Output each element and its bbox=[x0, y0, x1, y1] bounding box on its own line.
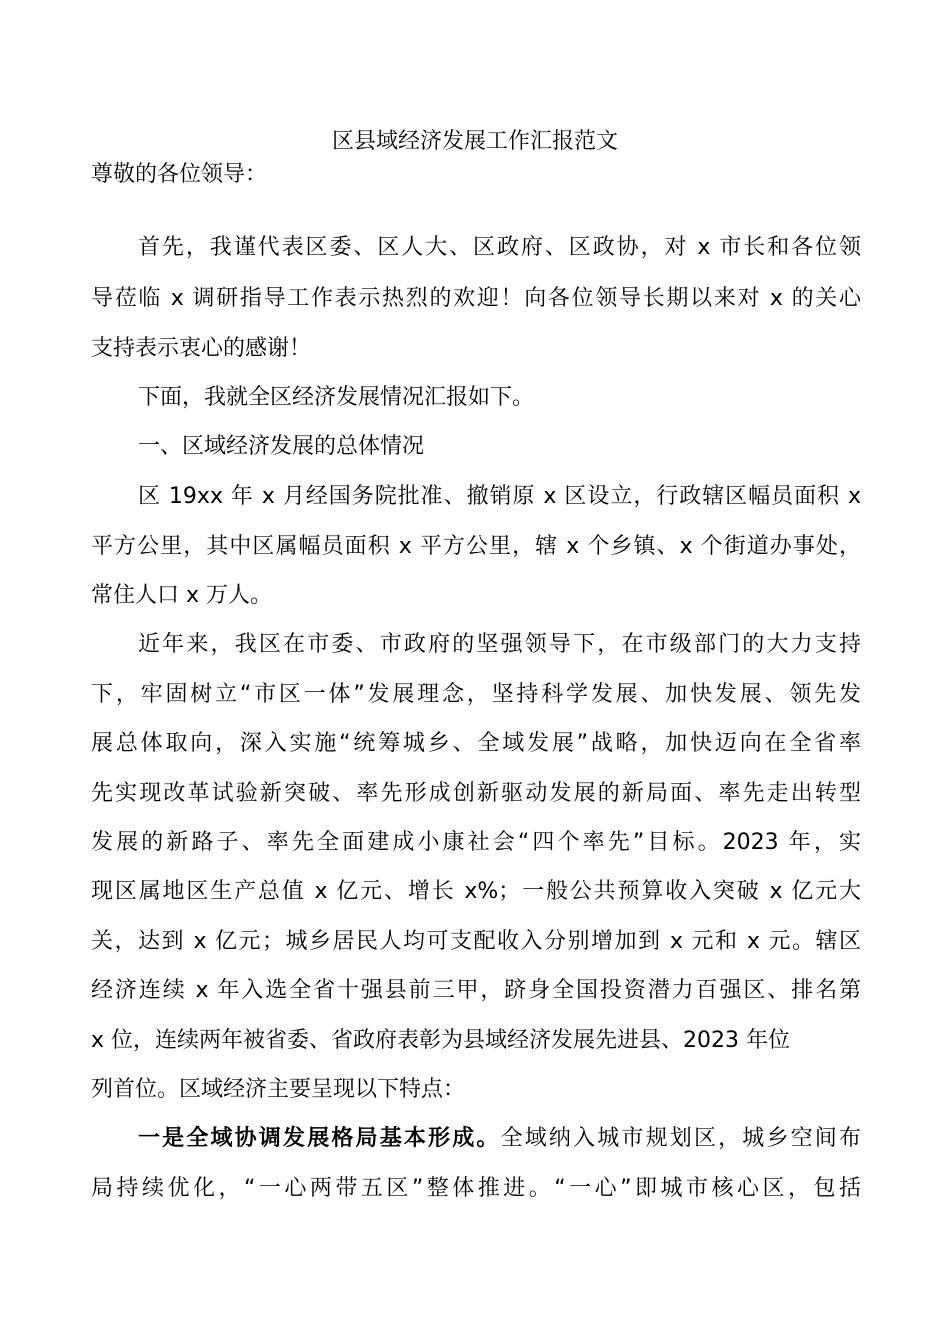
paragraph-line: 经济连续 x 年入选全省十强县前三甲，跻身全国投资潜力百强区、排名第 bbox=[91, 978, 861, 1003]
paragraph-text: 全域纳入城市规划区，城乡空间布 bbox=[500, 1126, 861, 1151]
section-heading: 一、区域经济发展的总体情况 bbox=[138, 434, 425, 459]
paragraph-line: 局持续优化，“一心两带五区”整体推进。“一心”即城市核心区，包括 bbox=[91, 1176, 861, 1201]
paragraph-line: 导莅临 x 调研指导工作表示热烈的欢迎！向各位领导长期以来对 x 的关心 bbox=[91, 286, 861, 311]
paragraph-line: 下，牢固树立“市区一体”发展理念，坚持科学发展、加快发展、领先发 bbox=[91, 682, 861, 707]
paragraph-line: 下面，我就全区经济发展情况汇报如下。 bbox=[138, 385, 535, 410]
paragraph-line: 支持表示衷心的感谢！ bbox=[91, 336, 312, 361]
paragraph-line: 平方公里，其中区属幅员面积 x 平方公里，辖 x 个乡镇、x 个街道办事处， bbox=[91, 534, 861, 559]
paragraph-line: 常住人口 x 万人。 bbox=[91, 583, 273, 608]
paragraph-line: 首先，我谨代表区委、区人大、区政府、区政协，对 x 市长和各位领 bbox=[138, 235, 861, 260]
paragraph-line: x 位，连续两年被省委、省政府表彰为县域经济发展先进县、2023 年位 bbox=[91, 1028, 790, 1053]
document-title: 区县域经济发展工作汇报范文 bbox=[331, 129, 618, 154]
bold-lead: 一是全域协调发展格局基本形成。 bbox=[138, 1126, 501, 1151]
salutation: 尊敬的各位领导： bbox=[91, 162, 268, 187]
paragraph-line: 现区属地区生产总值 x 亿元、增长 x%；一般公共预算收入突破 x 亿元大 bbox=[91, 879, 861, 904]
paragraph-line: 列首位。区域经济主要呈现以下特点： bbox=[91, 1077, 466, 1102]
paragraph-line bbox=[138, 1123, 861, 1155]
paragraph-line: 区 19xx 年 x 月经国务院批准、撤销原 x 区设立，行政辖区幅员面积 x bbox=[138, 484, 861, 509]
paragraph-line: 先实现改革试验新突破、率先形成创新驱动发展的新局面、率先走出转型 bbox=[91, 781, 861, 806]
paragraph-line: 发展的新路子、率先全面建成小康社会“四个率先”目标。2023 年，实 bbox=[91, 830, 861, 855]
paragraph-line: 展总体取向，深入实施“统筹城乡、全域发展”战略，加快迈向在全省率 bbox=[91, 731, 861, 756]
paragraph-line: 近年来，我区在市委、市政府的坚强领导下，在市级部门的大力支持 bbox=[138, 632, 861, 657]
paragraph-line: 关，达到 x 亿元；城乡居民人均可支配收入分别增加到 x 元和 x 元。辖区 bbox=[91, 929, 861, 954]
